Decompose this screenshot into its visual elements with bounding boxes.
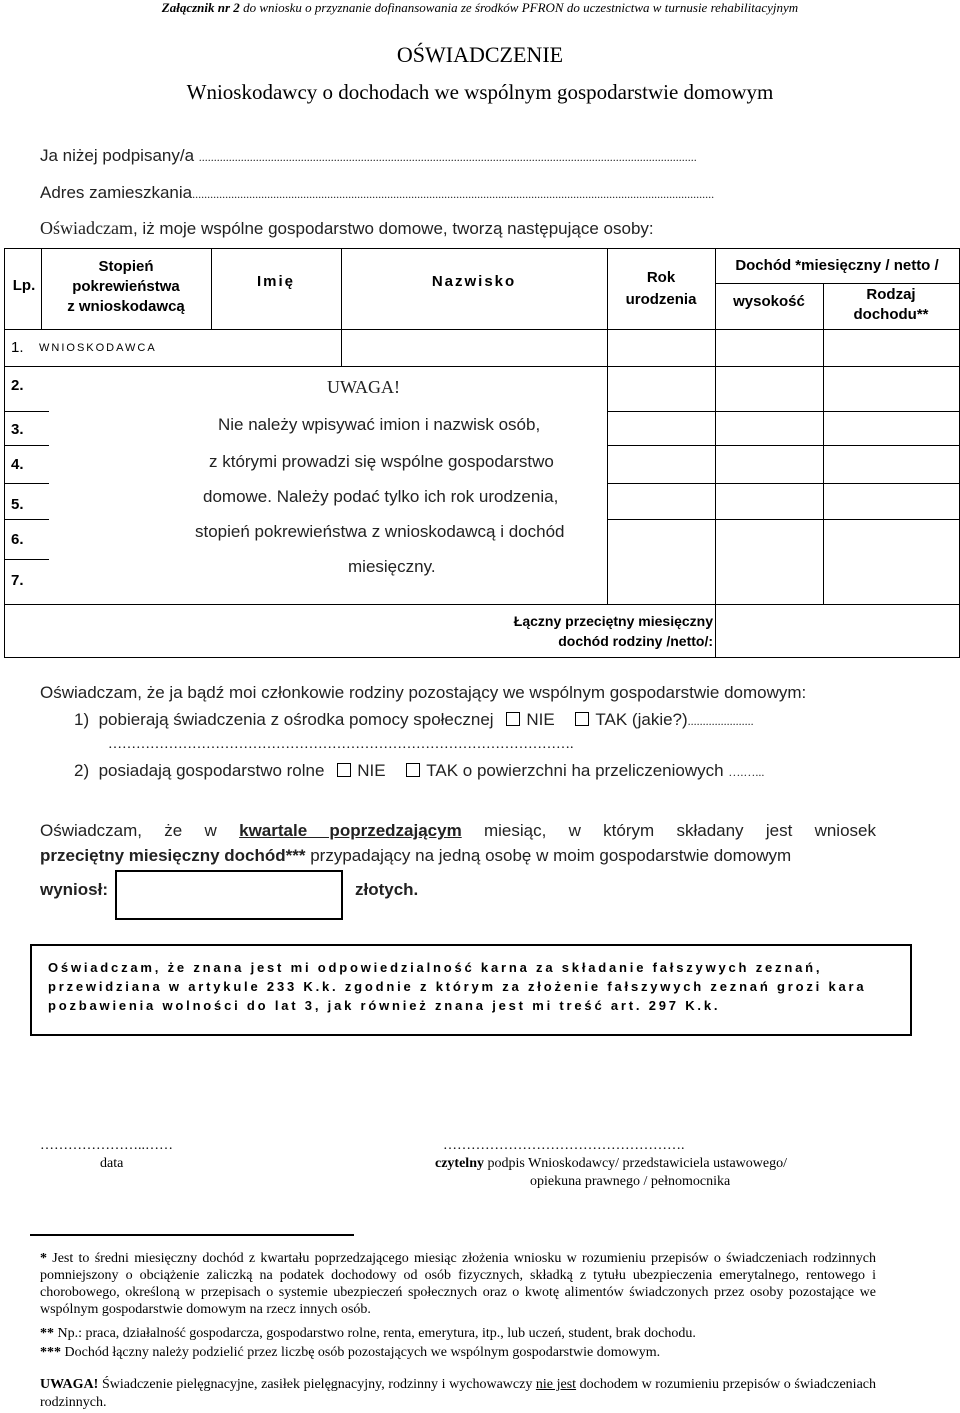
row-number: 4. — [11, 456, 24, 473]
col-income: Dochód *miesięczny / netto / — [735, 257, 939, 274]
benefits-note: UWAGA! Świadczenie pielęgnacyjne, zasiłek pielęgnacyjny, rodzinny i wychowawczy nie jest dochodem w rozumieniu przepisów o świadczeniach rodzinnych. — [40, 1377, 876, 1410]
col-income-type: Rodzaj dochodu** — [853, 286, 929, 323]
warning-line: miesięczny. — [348, 557, 436, 576]
footnote-1: * Jest to średni miesięczny dochód z kwartału poprzedzającego miesiąc złożenia wniosku w rozumieniu przepisów o świadczeniach rodzinnych pomniejszony o obciążenie zaliczką na podatek dochodowy od osób fizycznych, składką z tytułu ubezpieczenia emerytalnego, rentowego i chorobowego, określoną w przepisach o systemie ubezpieczeń społecznych oraz o kwotę alimentów świadczonych przez osoby pozostające we wspólnym gospodarstwie domowym na rzecz innych osób. — [40, 1251, 876, 1317]
social-aid-no-checkbox[interactable] — [506, 712, 520, 726]
row-number: 1. — [11, 339, 24, 356]
social-aid-type-field[interactable]: ...................... — [687, 714, 754, 728]
row-number: 2. — [11, 377, 24, 394]
legal-notice: Oświadczam, że znana jest mi odpowiedzialność karna za składanie fałszywych zeznań, przewidziana w artykule 233 K.k. zgodnie z którym za złożenie fałszywych zeznań grozi kara pozbawienia wolności do lat 3, jak również znana jest mi treść art. 297 K.k. — [48, 960, 867, 1013]
address-line — [40, 183, 714, 203]
signature-label: czytelny podpis Wnioskodawcy/ przedstawiciela ustawowego/ — [435, 1156, 787, 1171]
farm-no-checkbox[interactable] — [337, 763, 351, 777]
col-name: Imię — [256, 273, 295, 290]
warning-line: z którymi prowadzi się wspólne gospodarstwo — [209, 452, 554, 471]
social-aid-extra-line[interactable]: ………………………………………………………………………………………. — [108, 737, 574, 752]
currency-label: złotych. — [355, 880, 419, 899]
footnote-2: ** Np.: praca, działalność gospodarcza, gospodarstwo rolne, renta, emerytura, itp., lub uczeń, student, brak dochodu. — [40, 1326, 696, 1341]
footnote-3: *** Dochód łączny należy podzielić przez liczbę osób pozostających we wspólnym gospodarstwie domowym. — [40, 1345, 661, 1360]
footnote-separator — [30, 1234, 354, 1236]
farm-area-field[interactable]: ….…... — [728, 765, 765, 779]
row-number: 7. — [11, 572, 24, 589]
attachment-number: Załącznik nr 2 — [161, 0, 240, 15]
signature-field[interactable]: ……………………………………………. — [443, 1138, 685, 1153]
attachment-header — [0, 0, 960, 16]
attachment-description: do wniosku o przyznanie dofinansowania ze środków PFRON do uczestnictwa w turnusie rehabilitacyjnym — [239, 0, 799, 15]
income-statement-line-1: Oświadczam, że w kwartale poprzedzającym miesiąc, w którym składany jest wniosek — [40, 821, 876, 840]
statement-item-1: 1) pobierają świadczenia z ośrodka pomocy społecznej NIE TAK (jakie?)...................... — [74, 710, 754, 729]
declare-word: Oświadczam — [40, 218, 133, 238]
applicant-label: WNIOSKODAWCA — [39, 342, 157, 354]
signed-line — [40, 146, 697, 166]
signed-label: Ja niżej podpisany/a — [40, 146, 195, 165]
address-label: Adres zamieszkania — [40, 183, 193, 202]
row-number: 3. — [11, 421, 24, 438]
household-statement: Oświadczam, że ja bądź moi członkowie rodziny pozostający we wspólnym gospodarstwie domowym: — [40, 683, 807, 702]
amount-label: wyniosł: — [40, 880, 109, 899]
warning-line: Nie należy wpisywać imion i nazwisk osób, — [218, 415, 541, 434]
household-intro — [40, 218, 654, 239]
income-amount-input[interactable] — [115, 870, 343, 920]
farm-yes-checkbox[interactable] — [406, 763, 420, 777]
date-label: data — [100, 1156, 124, 1171]
warning-line: stopień pokrewieństwa z wnioskodawcą i dochód — [195, 522, 565, 541]
col-surname: Nazwisko — [431, 273, 517, 290]
total-income-label: Łączny przeciętny miesięczny dochód rodziny /netto/: — [513, 613, 713, 649]
farm-no-label: NIE — [357, 761, 386, 780]
farm-yes-label: TAK — [426, 761, 459, 780]
signed-field[interactable]: ...................................................................................................................................................................... — [198, 150, 697, 164]
col-birth-year: Rok urodzenia — [625, 269, 697, 308]
signature-label-2: opiekuna prawnego / pełnomocnika — [530, 1174, 731, 1189]
col-lp: Lp. — [12, 277, 36, 294]
document-subtitle: Wnioskodawcy o dochodach we wspólnym gospodarstwie domowym — [186, 80, 774, 104]
social-aid-yes-label: TAK — [595, 710, 628, 729]
warning-line: domowe. Należy podać tylko ich rok urodzenia, — [203, 487, 559, 506]
household-table — [4, 248, 960, 658]
statement-item-2: 2) posiadają gospodarstwo rolne NIE TAK o powierzchni ha przeliczeniowych ….…... — [74, 761, 765, 780]
social-aid-yes-checkbox[interactable] — [575, 712, 589, 726]
date-field[interactable]: …………………..…… — [40, 1138, 173, 1153]
income-statement-line-2: przeciętny miesięczny dochód*** przypadający na jedną osobę w moim gospodarstwie domowym — [40, 846, 792, 865]
warning-title: UWAGA! — [327, 377, 400, 397]
declare-text: , iż moje wspólne gospodarstwo domowe, tworzą następujące osoby: — [132, 219, 654, 238]
address-field[interactable]: .............................................................................................................................................................................. — [192, 187, 715, 201]
col-degree: Stopień pokrewieństwa z wnioskodawcą — [67, 258, 185, 315]
document-title: OŚWIADCZENIE — [396, 42, 564, 67]
row-number: 6. — [11, 531, 24, 548]
row-number: 5. — [11, 496, 24, 513]
legal-notice-box — [30, 944, 912, 1036]
social-aid-no-label: NIE — [526, 710, 555, 729]
col-amount: wysokość — [733, 293, 805, 310]
